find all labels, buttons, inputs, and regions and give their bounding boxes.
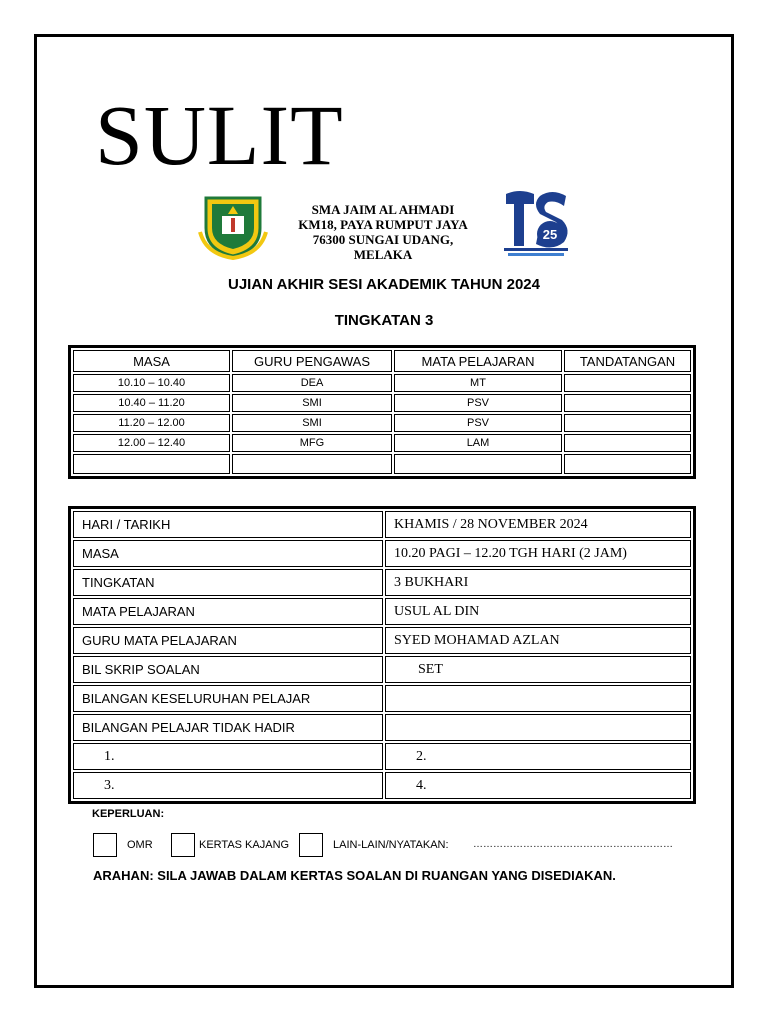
info-row-hari-tarikh <box>73 511 691 538</box>
info-value: USUL AL DIN <box>385 598 691 625</box>
table-row <box>73 434 691 452</box>
exam-title: UJIAN AKHIR SESI AKADEMIK TAHUN 2024 <box>228 276 540 293</box>
school-address <box>270 202 496 262</box>
cell-mata-pelajaran: PSV <box>394 394 562 412</box>
info-label: GURU MATA PELAJARAN <box>73 627 383 654</box>
lain-lain-label: LAIN-LAIN/NYATAKAN: <box>333 839 449 851</box>
info-value: SYED MOHAMAD AZLAN <box>385 627 691 654</box>
cell-guru-pengawas: DEA <box>232 374 392 392</box>
omr-checkbox[interactable] <box>93 833 117 857</box>
absent-row-1 <box>73 743 691 770</box>
info-value: 3 BUKHARI <box>385 569 691 596</box>
table-row-empty <box>73 454 691 474</box>
column-header-mata-pelajaran: MATA PELAJARAN <box>394 350 562 372</box>
info-label: BIL SKRIP SOALAN <box>73 656 383 683</box>
cell-guru-pengawas <box>232 454 392 474</box>
cell-mata-pelajaran: MT <box>394 374 562 392</box>
info-row-bil-skrip-soalan <box>73 656 691 683</box>
cell-masa: 10.10 – 10.40 <box>73 374 230 392</box>
absent-number: 4. <box>385 772 691 799</box>
exam-info-table <box>68 506 696 804</box>
table-row <box>73 374 691 392</box>
invigilation-schedule-table <box>68 345 696 479</box>
cell-tandatangan <box>564 414 691 432</box>
lain-lain-checkbox[interactable] <box>299 833 323 857</box>
school-crest-icon <box>196 192 270 260</box>
cell-guru-pengawas: SMI <box>232 394 392 412</box>
cell-tandatangan <box>564 434 691 452</box>
form-title: TINGKATAN 3 <box>334 312 434 329</box>
info-row-tingkatan <box>73 569 691 596</box>
cell-masa: 11.20 – 12.00 <box>73 414 230 432</box>
lain-lain-dotted-line: …………………………………………………… <box>473 839 673 850</box>
info-label: MATA PELAJARAN <box>73 598 383 625</box>
table-header-row <box>73 350 691 372</box>
school-address-line-3: MELAKA <box>353 247 413 262</box>
cell-guru-pengawas: SMI <box>232 414 392 432</box>
sulit-heading: SULIT <box>95 87 344 183</box>
info-label: HARI / TARIKH <box>73 511 383 538</box>
kertas-kajang-label: KERTAS KAJANG <box>199 839 290 851</box>
cell-masa: 10.40 – 11.20 <box>73 394 230 412</box>
cell-mata-pelajaran <box>394 454 562 474</box>
info-value <box>385 714 691 741</box>
info-label: BILANGAN KESELURUHAN PELAJAR <box>73 685 383 712</box>
column-header-tandatangan: TANDATANGAN <box>564 350 691 372</box>
cell-mata-pelajaran: PSV <box>394 414 562 432</box>
absent-number: 3. <box>73 772 383 799</box>
absent-number: 1. <box>73 743 383 770</box>
info-value: 10.20 PAGI – 12.20 TGH HARI (2 JAM) <box>385 540 691 567</box>
absent-number: 2. <box>385 743 691 770</box>
info-label: BILANGAN PELAJAR TIDAK HADIR <box>73 714 383 741</box>
cell-tandatangan <box>564 454 691 474</box>
info-row-guru-mata-pelajaran <box>73 627 691 654</box>
table-row <box>73 394 691 412</box>
cell-masa: 12.00 – 12.40 <box>73 434 230 452</box>
info-value: KHAMIS / 28 NOVEMBER 2024 <box>385 511 691 538</box>
ts25-logo-icon <box>500 186 572 258</box>
kertas-kajang-checkbox[interactable] <box>171 833 195 857</box>
info-label: TINGKATAN <box>73 569 383 596</box>
column-header-masa: MASA <box>73 350 230 372</box>
cell-tandatangan <box>564 374 691 392</box>
column-header-guru-pengawas: GURU PENGAWAS <box>232 350 392 372</box>
info-row-tidak-hadir <box>73 714 691 741</box>
svg-text:25: 25 <box>542 227 558 242</box>
info-row-bilangan-keseluruhan <box>73 685 691 712</box>
school-address-line-1: KM18, PAYA RUMPUT JAYA <box>298 217 468 232</box>
info-value <box>385 685 691 712</box>
keperluan-label: KEPERLUAN: <box>92 808 165 820</box>
table-row <box>73 414 691 432</box>
arahan-instruction: ARAHAN: SILA JAWAB DALAM KERTAS SOALAN DI RUANGAN YANG DISEDIAKAN. <box>93 868 616 883</box>
school-name: SMA JAIM AL AHMADI <box>311 202 455 217</box>
school-address-line-2: 76300 SUNGAI UDANG, <box>312 232 454 247</box>
info-label: MASA <box>73 540 383 567</box>
info-value: SET <box>385 656 691 683</box>
absent-row-2 <box>73 772 691 799</box>
cell-guru-pengawas: MFG <box>232 434 392 452</box>
info-row-masa <box>73 540 691 567</box>
cell-mata-pelajaran: LAM <box>394 434 562 452</box>
cell-masa <box>73 454 230 474</box>
cell-tandatangan <box>564 394 691 412</box>
omr-label: OMR <box>127 839 153 851</box>
info-row-mata-pelajaran <box>73 598 691 625</box>
